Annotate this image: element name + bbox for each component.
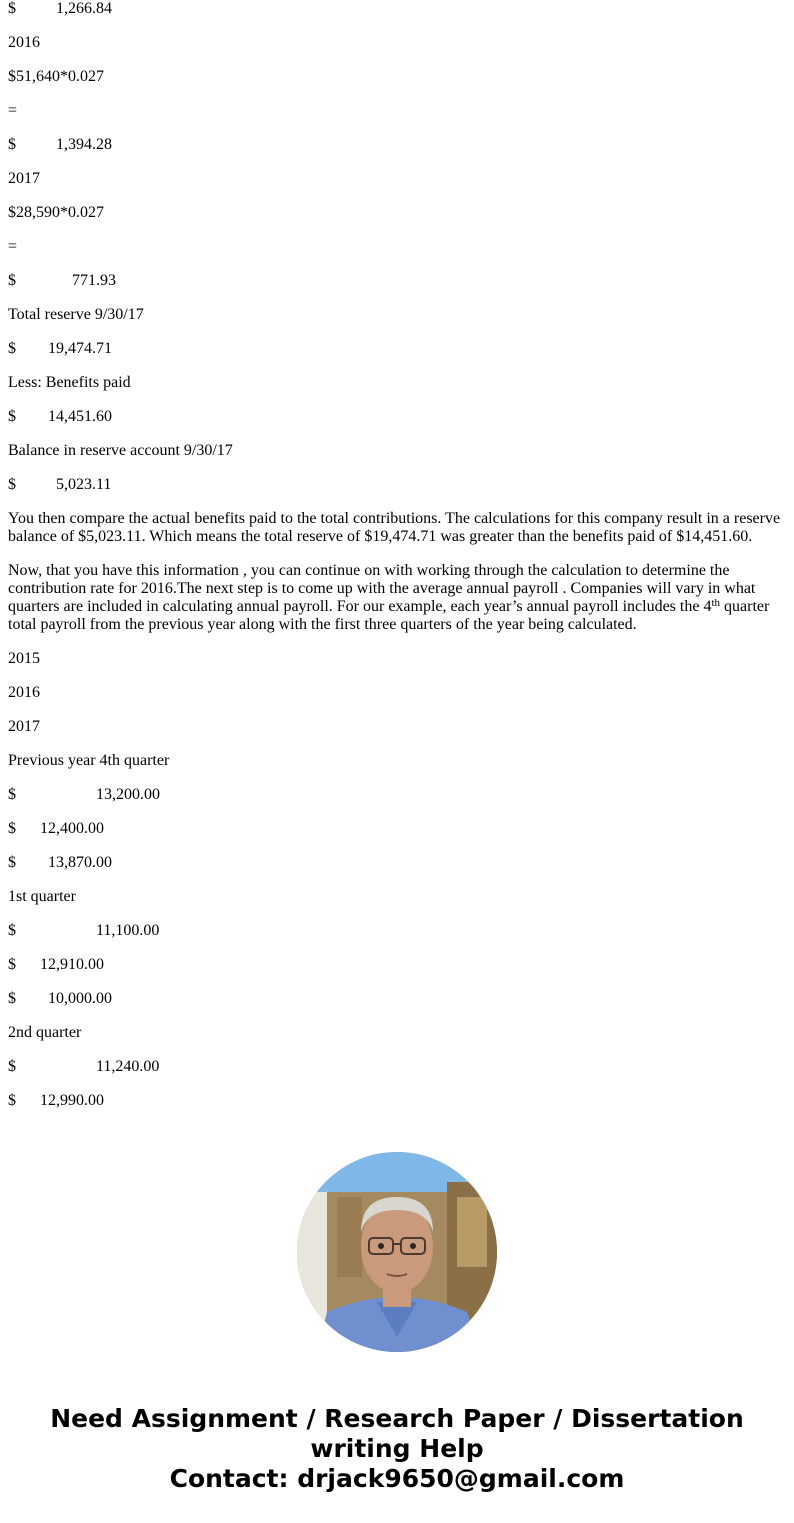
person-portrait-icon: [297, 1152, 497, 1352]
amount-line: $ 12,910.00: [8, 956, 104, 973]
ordinal-suffix: th: [711, 597, 721, 609]
row-label: 2nd quarter: [8, 1024, 82, 1041]
amount-line: $ 771.93: [8, 272, 116, 289]
year-label: 2016: [8, 684, 40, 701]
balance-label: Balance in reserve account 9/30/17: [8, 442, 233, 459]
amount-line: $ 11,240.00: [8, 1058, 160, 1075]
paragraph-payroll-text: Now, that you have this information , you can continue on with working through the calculation to determine the contribution rate for 2016.The next step is to come up with the average annual payroll . Companies will vary in what quarters are included in calculating annual payroll. For our example, each year’s annual payroll includes the 4: [8, 562, 756, 615]
row-label: 1st quarter: [8, 888, 76, 905]
equals-sign: =: [8, 102, 18, 119]
avatar: [297, 1152, 497, 1352]
ad-line-1: Need Assignment / Research Paper / Dissertation: [50, 1404, 744, 1433]
formula-line: $28,590*0.027: [8, 204, 104, 221]
paragraph-payroll: [8, 562, 786, 634]
amount-line: $ 13,200.00: [8, 786, 160, 803]
contact-email-line: Contact: drjack9650@gmail.com: [169, 1464, 625, 1493]
equals-sign: =: [8, 238, 18, 255]
year-label: 2016: [8, 34, 40, 51]
amount-line: $ 12,400.00: [8, 820, 104, 837]
amount-line: $ 11,100.00: [8, 922, 160, 939]
amount-line: $ 1,266.84: [8, 0, 112, 17]
benefits-paid-label: Less: Benefits paid: [8, 374, 131, 391]
row-label: Previous year 4th quarter: [8, 752, 170, 769]
paragraph-payroll-tail: quarter total payroll from the previous year along with the first three quarters of the year being calculated.: [8, 598, 770, 633]
total-reserve-amount: $ 19,474.71: [8, 340, 112, 357]
year-label: 2015: [8, 650, 40, 667]
help-ad-text: [0, 1404, 794, 1494]
amount-line: $ 1,394.28: [8, 136, 112, 153]
balance-amount: $ 5,023.11: [8, 476, 112, 493]
amount-line: $ 10,000.00: [8, 990, 112, 1007]
ad-line-2: writing Help: [310, 1434, 484, 1463]
advertisement-footer: [0, 1152, 794, 1494]
amount-line: $ 13,870.00: [8, 854, 112, 871]
paragraph-compare: You then compare the actual benefits paid to the total contributions. The calculations for this company result in a reserve balance of $5,023.11. Which means the total reserve of $19,474.71 was greater than the benefits paid of $14,451.60.: [8, 510, 781, 545]
amount-line: $ 12,990.00: [8, 1092, 104, 1109]
document-body: [8, 0, 786, 1126]
year-label: 2017: [8, 718, 40, 735]
total-reserve-label: Total reserve 9/30/17: [8, 306, 144, 323]
formula-line: $51,640*0.027: [8, 68, 104, 85]
year-label: 2017: [8, 170, 40, 187]
benefits-paid-amount: $ 14,451.60: [8, 408, 112, 425]
